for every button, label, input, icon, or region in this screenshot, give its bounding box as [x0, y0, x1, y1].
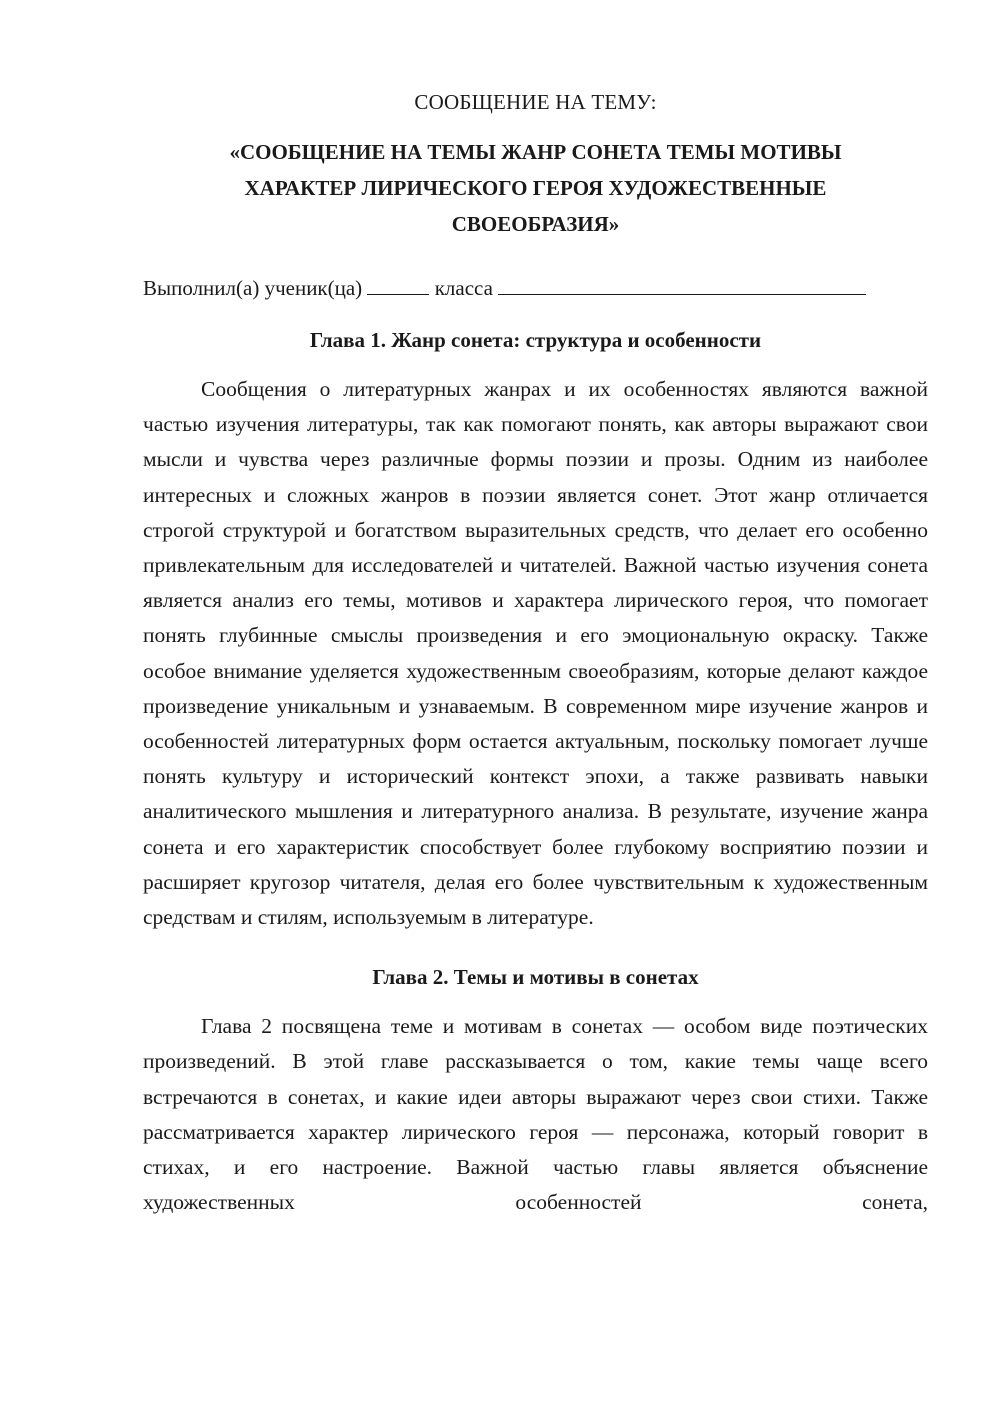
title-line-3: СВОЕОБРАЗИЯ» [451, 212, 620, 236]
chapter-1-title: Глава 1. Жанр сонета: структура и особенности [309, 328, 762, 352]
chapter-2-paragraph: Глава 2 посвящена теме и мотивам в сонетах — особом виде поэтических произведений. В этой главе рассказывается о том, какие темы чаще всего встречаются в сонетах, и какие идеи авторы выражают через свои стихи. Также рассматривается характер лирического героя — персонажа, который говорит в стихах, и его настроение. Важной частью главы является объяснение художественных особенностей сонета, [143, 1014, 928, 1215]
author-line [143, 274, 928, 302]
document-page [143, 88, 928, 1220]
class-number-blank[interactable] [367, 274, 429, 295]
author-prefix: Выполнил(а) ученик(ца) [143, 276, 363, 300]
title-line-1: «СООБЩЕНИЕ НА ТЕМЫ ЖАНР СОНЕТА ТЕМЫ МОТИВЫ [229, 140, 842, 164]
chapter-2-title: Глава 2. Темы и мотивы в сонетах [372, 965, 699, 990]
chapter-1-paragraph: Сообщения о литературных жанрах и их особенностях являются важной частью изучения литературы, так как помогают понять, как авторы выражают свои мысли и чувства через различные формы поэзии и прозы. Одним из наиболее интересных и сложных жанров в поэзии является сонет. Этот жанр отличается строгой структурой и богатством выразительных средств, что делает его особенно привлекательным для исследователей и читателей. Важной частью изучения сонета является анализ его темы, мотивов и характера лирического героя, что помогает понять глубинные смыслы произведения и его эмоциональную окраску. Также особое внимание уделяется художественным своеобразиям, которые делают каждое произведение уникальным и узнаваемым. В современном мире изучение жанров и особенностей литературных форм остается актуальным, поскольку помогает лучше понять культуру и исторический контекст эпохи, а также развивать навыки аналитического мышления и литературного анализа. В результате, изучение жанра сонета и его характеристик способствует более глубокому восприятию поэзии и расширяет кругозор читателя, делая его более чувствительным к художественным средствам и стилям, используемым в литературе. [143, 377, 928, 930]
document-title [143, 134, 928, 242]
document-heading: СООБЩЕНИЕ НА ТЕМУ: [414, 90, 657, 114]
student-name-blank[interactable] [498, 274, 866, 295]
title-line-2: ХАРАКТЕР ЛИРИЧЕСКОГО ГЕРОЯ ХУДОЖЕСТВЕННЫЕ [244, 176, 827, 200]
author-class-label: класса [434, 276, 493, 300]
